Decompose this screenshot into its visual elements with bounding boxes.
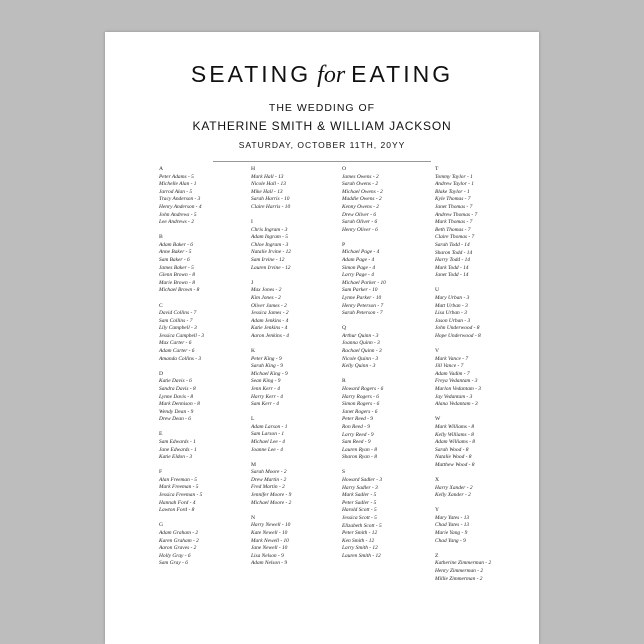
title-word-for: for bbox=[317, 62, 346, 88]
group-letter: Q bbox=[342, 325, 347, 332]
guest-entry: Max Jones - 2 bbox=[251, 287, 282, 294]
guest-entry: Kelly Williams - 8 bbox=[435, 431, 474, 438]
guest-entry: Jenn Kerr - 4 bbox=[251, 385, 280, 392]
guest-entry: Peter King - 9 bbox=[251, 355, 282, 362]
guest-entry: Kelly Quinn - 3 bbox=[342, 363, 376, 370]
guest-entry: Jane Newell - 10 bbox=[251, 545, 288, 552]
guest-entry: Larry Reed - 9 bbox=[342, 431, 374, 438]
guest-entry: Nicole Quinn - 3 bbox=[342, 355, 379, 362]
group-letter: P bbox=[342, 241, 346, 248]
title-word-seating: SEATING bbox=[190, 61, 312, 87]
guest-entry: Mary Yates - 13 bbox=[435, 514, 470, 521]
guest-entry: Michael Parker - 10 bbox=[342, 279, 386, 286]
guest-entry: Ken Smith - 12 bbox=[342, 537, 375, 544]
wedding-date: SATURDAY, OCTOBER 11TH, 20YY bbox=[238, 140, 406, 150]
guest-entry: Max Carter - 6 bbox=[159, 340, 192, 347]
guest-group bbox=[251, 416, 336, 454]
guest-entry: Michael Brown - 8 bbox=[159, 287, 200, 294]
guest-entry: Jane Edwards - 1 bbox=[159, 446, 197, 453]
guest-column-4 bbox=[435, 166, 520, 591]
guest-group bbox=[435, 477, 520, 500]
poster-title bbox=[105, 61, 539, 89]
guest-entry: Sam Larson - 1 bbox=[251, 431, 285, 438]
guest-entry: Kyle Thomas - 7 bbox=[435, 196, 471, 203]
guest-entry: Nicole Hall - 13 bbox=[251, 181, 286, 188]
guest-entry: Peter Adams - 5 bbox=[159, 173, 194, 180]
guest-entry: Sean King - 9 bbox=[251, 378, 281, 385]
guest-entry: Michael King - 9 bbox=[251, 370, 288, 377]
guest-entry: Mark Todd - 14 bbox=[435, 264, 469, 271]
guest-entry: Blake Taylor - 1 bbox=[435, 188, 470, 195]
guest-entry: Maddie Owens - 2 bbox=[342, 196, 382, 203]
guest-entry: Drew Oliver - 6 bbox=[342, 211, 377, 218]
guest-entry: Peter Sadler - 5 bbox=[342, 499, 377, 506]
guest-entry: Kate Newell - 10 bbox=[251, 529, 288, 536]
group-letter: X bbox=[435, 476, 440, 483]
guest-group bbox=[159, 431, 244, 461]
guest-entry: Adam Carter - 6 bbox=[159, 348, 195, 355]
group-letter: C bbox=[159, 302, 163, 309]
guest-entry: Harry Sadler - 3 bbox=[342, 484, 378, 491]
title-word-eating: EATING bbox=[351, 61, 454, 87]
guest-entry: Jay Vedantam - 3 bbox=[435, 393, 473, 400]
group-letter: J bbox=[251, 279, 254, 286]
guest-entry: Marie Yang - 9 bbox=[435, 530, 468, 537]
guest-group bbox=[251, 219, 336, 272]
group-letter: F bbox=[159, 469, 163, 476]
guest-entry: Lee Andrews - 2 bbox=[159, 219, 194, 226]
guest-entry: Sam Baker - 6 bbox=[159, 257, 190, 264]
guest-entry: Claire Harris - 10 bbox=[251, 203, 291, 210]
guest-entry: Tommy Taylor - 1 bbox=[435, 173, 473, 180]
guest-entry: Marlon Vedantam - 3 bbox=[435, 386, 481, 393]
guest-entry: Mark Sadler - 5 bbox=[342, 492, 377, 499]
guest-group bbox=[251, 515, 336, 568]
guest-entry: James Baker - 5 bbox=[159, 264, 194, 271]
guest-group bbox=[435, 553, 520, 583]
group-letter: T bbox=[435, 166, 439, 172]
guest-group bbox=[342, 242, 427, 318]
guest-entry: Sam Reed - 9 bbox=[342, 439, 371, 446]
guest-entry: Natalie Irvine - 12 bbox=[251, 249, 291, 256]
guest-group bbox=[435, 507, 520, 545]
guest-entry: Karen Graham - 2 bbox=[159, 537, 199, 544]
seating-chart-poster bbox=[105, 32, 539, 644]
guest-entry: Lisa Nelson - 9 bbox=[251, 552, 284, 559]
guest-group bbox=[251, 462, 336, 508]
group-letter: B bbox=[159, 234, 163, 241]
guest-entry: Michael Lee - 4 bbox=[251, 439, 285, 445]
couple-names: KATHERINE SMITH & WILLIAM JACKSON bbox=[192, 119, 452, 133]
wedding-of-label: THE WEDDING OF bbox=[268, 102, 376, 114]
guest-group bbox=[435, 287, 520, 340]
guest-entry: James Owens - 2 bbox=[342, 173, 379, 180]
guest-entry: Sam Parker - 10 bbox=[342, 287, 378, 294]
guest-entry: Mark Freeman - 5 bbox=[159, 484, 199, 491]
group-letter: N bbox=[251, 514, 256, 521]
guest-entry: Matt Urban - 3 bbox=[435, 302, 468, 309]
guest-entry: Adam Larson - 1 bbox=[251, 423, 288, 430]
guest-entry: Elizabeth Scott - 5 bbox=[342, 522, 382, 529]
group-letter: U bbox=[435, 287, 440, 294]
guest-entry: Fred Martin - 2 bbox=[251, 484, 285, 491]
guest-entry: Sarah Owens - 2 bbox=[342, 181, 379, 188]
guest-entry: Simon Rogers - 6 bbox=[342, 401, 380, 408]
guest-group bbox=[251, 348, 336, 409]
guest-entry: Joanna Quinn - 3 bbox=[342, 340, 380, 347]
guest-entry: Sam Kerr - 4 bbox=[251, 401, 280, 408]
guest-entry: Kim Jones - 2 bbox=[251, 294, 281, 301]
guest-group bbox=[342, 378, 427, 462]
guest-entry: Mark Thomas - 7 bbox=[435, 219, 473, 226]
guest-entry: Katie Davis - 6 bbox=[159, 378, 192, 385]
guest-entry: Sarah Peterson - 7 bbox=[342, 310, 383, 317]
guest-entry: Freya Vedantam - 3 bbox=[435, 378, 478, 385]
guest-entry: Katie Eldon - 3 bbox=[159, 454, 193, 461]
guest-entry: Adam Page - 4 bbox=[342, 257, 375, 264]
guest-entry: Mark Vance - 7 bbox=[435, 355, 469, 362]
guest-entry: Mark Hall - 13 bbox=[251, 173, 284, 180]
guest-entry: Jason Urban - 3 bbox=[435, 317, 471, 324]
guest-entry: Jessica Freeman - 5 bbox=[159, 492, 203, 499]
guest-entry: Mark Newell - 10 bbox=[251, 537, 289, 544]
guest-entry: Sam Irvine - 12 bbox=[251, 257, 285, 264]
guest-entry: Millie Zimmerman - 2 bbox=[435, 575, 483, 582]
group-letter: L bbox=[251, 416, 255, 423]
guest-entry: Mary Urban - 3 bbox=[435, 295, 470, 301]
guest-entry: Sarah Wood - 8 bbox=[435, 446, 469, 453]
guest-entry: Michael Moore - 2 bbox=[251, 499, 292, 506]
guest-entry: Lauren Irvine - 12 bbox=[251, 264, 291, 271]
guest-entry: Adam Graham - 2 bbox=[159, 529, 199, 536]
guest-group bbox=[159, 469, 244, 515]
guest-entry: Sarah Todd - 14 bbox=[435, 241, 470, 248]
guest-column-2 bbox=[251, 166, 336, 575]
guest-entry: Michael Page - 4 bbox=[342, 249, 380, 256]
guest-entry: Larry Smith - 12 bbox=[342, 545, 378, 552]
group-letter: R bbox=[342, 378, 346, 385]
guest-entry: Rachael Quinn - 3 bbox=[342, 348, 382, 355]
guest-entry: Howard Rogers - 6 bbox=[342, 385, 384, 392]
guest-group bbox=[435, 416, 520, 469]
guest-entry: Adam Williams - 8 bbox=[435, 439, 475, 446]
guest-entry: Simon Page - 4 bbox=[342, 264, 376, 271]
guest-entry: Lisa Urban - 3 bbox=[435, 310, 467, 317]
guest-entry: Chad Yang - 9 bbox=[435, 537, 466, 544]
group-letter: G bbox=[159, 522, 164, 529]
guest-entry: Michelle Alan - 1 bbox=[159, 181, 197, 188]
guest-entry: Claire Thomas - 7 bbox=[435, 234, 475, 241]
guest-entry: Anne Baker - 5 bbox=[159, 249, 192, 256]
guest-group bbox=[251, 280, 336, 341]
guest-entry: Mike Hall - 13 bbox=[251, 188, 283, 195]
guest-entry: Katherine Zimmerman - 2 bbox=[435, 560, 492, 567]
guest-entry: Drew Martin - 2 bbox=[251, 476, 287, 483]
guest-entry: Natalie Wood - 8 bbox=[435, 454, 472, 461]
guest-entry: Chloe Ingram - 3 bbox=[251, 241, 289, 248]
guest-entry: Harry Newell - 10 bbox=[251, 522, 291, 529]
guest-entry: Mark Williams - 8 bbox=[435, 423, 475, 430]
group-letter: W bbox=[435, 416, 441, 423]
group-letter: S bbox=[342, 469, 346, 476]
group-letter: I bbox=[251, 219, 253, 226]
guest-group bbox=[159, 371, 244, 424]
guest-column-1 bbox=[159, 166, 244, 575]
guest-entry: Katie Jenkins - 4 bbox=[251, 325, 288, 332]
guest-group bbox=[342, 469, 427, 560]
guest-entry: Aaron Graves - 2 bbox=[159, 545, 197, 552]
guest-entry: Drew Dean - 6 bbox=[159, 416, 191, 423]
guest-entry: Harry Xander - 2 bbox=[435, 484, 473, 491]
guest-entry: Oliver James - 2 bbox=[251, 302, 287, 309]
guest-entry: Andrew Taylor - 1 bbox=[435, 181, 474, 188]
guest-entry: Kenny Owens - 2 bbox=[342, 203, 379, 210]
guest-entry: Aaron Jenkins - 4 bbox=[251, 332, 289, 339]
guest-entry: Sharon Ryan - 8 bbox=[342, 454, 377, 461]
guest-entry: John Andrews - 5 bbox=[159, 211, 197, 218]
guest-entry: Janet Thomas - 7 bbox=[435, 203, 473, 210]
guest-entry: Andrew Thomas - 7 bbox=[435, 211, 478, 218]
guest-entry: Harold Scott - 5 bbox=[342, 507, 377, 514]
guest-entry: David Collins - 7 bbox=[159, 310, 197, 317]
group-letter: E bbox=[159, 431, 163, 438]
guest-entry: Holly Gray - 6 bbox=[159, 552, 191, 559]
guest-entry: Beth Thomas - 7 bbox=[435, 226, 471, 233]
guest-entry: Henry Oliver - 6 bbox=[342, 226, 378, 233]
guest-entry: Glenn Brown - 8 bbox=[159, 272, 195, 279]
guest-entry: Arthur Quinn - 3 bbox=[342, 332, 379, 339]
guest-entry: John Underwood - 8 bbox=[435, 325, 480, 332]
divider bbox=[213, 161, 431, 162]
guest-group bbox=[159, 303, 244, 364]
guest-column-3 bbox=[342, 166, 427, 568]
group-letter: M bbox=[251, 461, 256, 468]
guest-entry: Peter Reed - 9 bbox=[342, 416, 373, 423]
group-letter: H bbox=[251, 166, 256, 172]
guest-entry: Adam Baker - 6 bbox=[159, 241, 193, 248]
guest-entry: Hannah Ford - 4 bbox=[159, 499, 196, 506]
guest-group bbox=[251, 166, 336, 212]
guest-entry: Joanne Lee - 4 bbox=[251, 446, 283, 453]
group-letter: D bbox=[159, 370, 164, 377]
guest-entry: Hope Underwood - 8 bbox=[435, 332, 481, 339]
guest-entry: Peter Smith - 12 bbox=[342, 530, 378, 537]
guest-group bbox=[435, 348, 520, 409]
guest-entry: Sharon Todd - 14 bbox=[435, 249, 473, 256]
guest-entry: Lily Campbell - 3 bbox=[159, 325, 197, 332]
guest-entry: Janet Todd - 14 bbox=[435, 272, 469, 279]
guest-entry: Jill Vance - 7 bbox=[435, 363, 464, 370]
guest-entry: Jennifer Moore - 9 bbox=[251, 492, 292, 499]
guest-entry: Ron Reed - 9 bbox=[342, 423, 370, 430]
guest-entry: Adam Jenkins - 4 bbox=[251, 317, 289, 324]
guest-group bbox=[342, 166, 427, 234]
guest-entry: Sam Gray - 6 bbox=[159, 560, 188, 567]
guest-entry: Amanda Collins - 3 bbox=[159, 355, 202, 362]
guest-entry: Mark Dennison - 8 bbox=[159, 401, 200, 408]
guest-entry: Lawton Ford - 8 bbox=[159, 507, 195, 514]
guest-entry: Jessica Campbell - 3 bbox=[159, 332, 205, 339]
guest-entry: Marie Brown - 8 bbox=[159, 279, 195, 286]
guest-entry: Adam Vadim - 7 bbox=[435, 370, 470, 377]
guest-entry: Larry Page - 4 bbox=[342, 272, 374, 279]
group-letter: Y bbox=[435, 507, 440, 514]
guest-entry: Adam Ingram - 5 bbox=[251, 234, 288, 241]
guest-group bbox=[159, 234, 244, 295]
guest-entry: Jessica James - 2 bbox=[251, 310, 289, 317]
guest-entry: Harry Todd - 14 bbox=[435, 257, 470, 264]
guest-entry: Jessica Scott - 5 bbox=[342, 514, 377, 521]
guest-entry: Alan Freeman - 5 bbox=[159, 476, 197, 483]
guest-entry: Lauren Smith - 12 bbox=[342, 552, 381, 559]
group-letter: O bbox=[342, 166, 347, 172]
guest-entry: Henry Anderson - 4 bbox=[159, 203, 202, 210]
guest-entry: Sarah Harris - 10 bbox=[251, 196, 290, 203]
guest-entry: Chad Yates - 13 bbox=[435, 522, 470, 529]
guest-group bbox=[342, 325, 427, 371]
guest-entry: Sandra Davis - 8 bbox=[159, 385, 196, 392]
guest-entry: Sarah Moore - 2 bbox=[251, 469, 287, 476]
guest-group bbox=[159, 166, 244, 227]
guest-entry: Adam Nelson - 9 bbox=[251, 560, 288, 567]
guest-entry: Jarrod Alan - 5 bbox=[159, 188, 193, 195]
guest-entry: Tracy Anderson - 3 bbox=[159, 196, 201, 203]
guest-entry: Sam Collins - 7 bbox=[159, 317, 193, 324]
guest-entry: Michael Owens - 2 bbox=[342, 188, 383, 195]
guest-entry: Lynne Parker - 10 bbox=[342, 295, 382, 301]
guest-entry: Chris Ingram - 3 bbox=[251, 226, 288, 233]
group-letter: V bbox=[435, 348, 440, 355]
guest-entry: Henry Peterson - 7 bbox=[342, 302, 384, 309]
guest-entry: Howard Sadler - 3 bbox=[342, 476, 383, 483]
group-letter: A bbox=[159, 166, 164, 172]
guest-entry: Harry Rogers - 6 bbox=[342, 393, 379, 400]
guest-group bbox=[435, 166, 520, 280]
guest-entry: Lynne Davis - 8 bbox=[159, 393, 194, 400]
guest-entry: Sarah Oliver - 6 bbox=[342, 219, 378, 226]
guest-entry: Lauren Ryan - 8 bbox=[342, 446, 377, 453]
guest-entry: Kelly Xander - 2 bbox=[435, 492, 471, 499]
guest-entry: Sam Edwards - 1 bbox=[159, 439, 196, 445]
guest-entry: Wendy Dean - 9 bbox=[159, 408, 194, 415]
guest-entry: Janet Rogers - 6 bbox=[342, 408, 378, 415]
guest-entry: Henry Zimmerman - 2 bbox=[435, 567, 484, 574]
guest-entry: Sarah King - 9 bbox=[251, 363, 283, 370]
guest-entry: Matthew Wood - 8 bbox=[435, 461, 475, 468]
group-letter: K bbox=[251, 347, 256, 354]
guest-entry: Alana Vedantam - 3 bbox=[435, 401, 478, 408]
guest-group bbox=[159, 522, 244, 568]
guest-entry: Harry Kerr - 4 bbox=[251, 393, 283, 400]
group-letter: Z bbox=[435, 552, 439, 559]
